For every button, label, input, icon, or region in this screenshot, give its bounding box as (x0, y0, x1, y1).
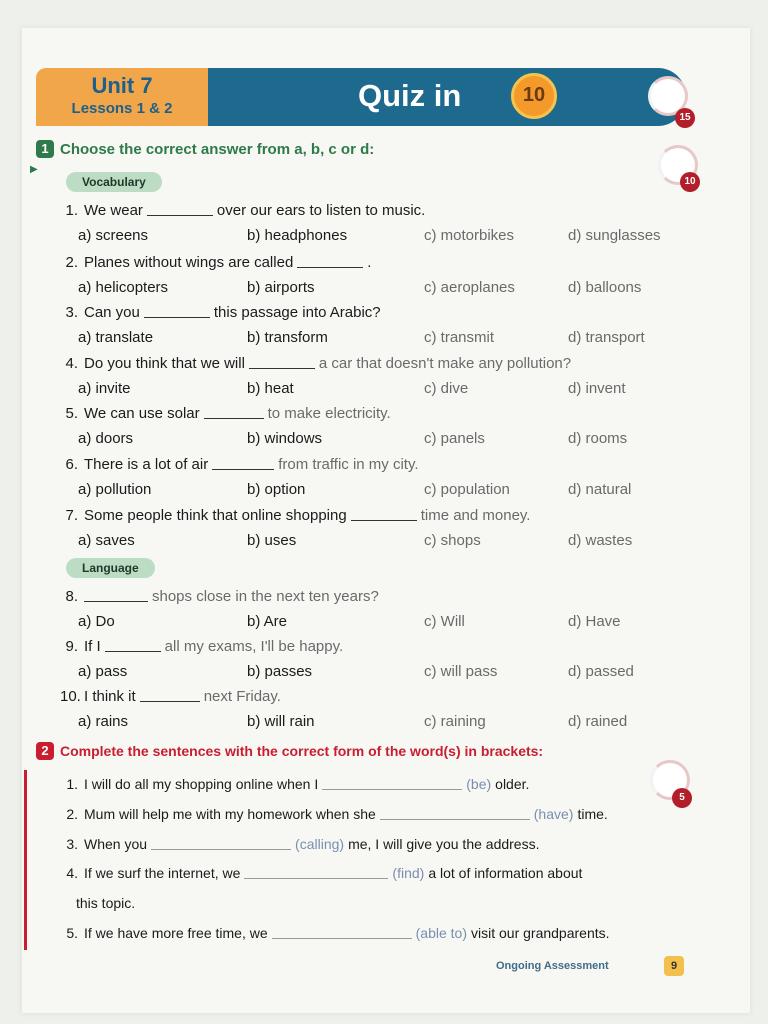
question-8 (60, 588, 379, 605)
question-7 (60, 507, 530, 524)
answer-blank[interactable] (212, 458, 274, 470)
question-text-before: We wear (84, 202, 143, 219)
question-1-option-d[interactable]: d) sunglasses (568, 227, 661, 244)
question-8-option-d[interactable]: d) Have (568, 613, 621, 630)
question-text-after: this passage into Arabic? (213, 304, 381, 321)
question-8-option-c[interactable]: c) Will (424, 613, 465, 630)
item-text-after: visit our grandparents. (471, 925, 610, 941)
question-text-after: over our ears to listen to music. (216, 202, 426, 219)
section2-instruction: Complete the sentences with the correct form of the word(s) in brackets: (60, 743, 544, 759)
question-text-after: a car that doesn't make any pollution? (318, 355, 572, 372)
question-text-before: We can use solar (84, 405, 200, 422)
question-5-option-a[interactable]: a) doors (78, 430, 134, 447)
answer-blank[interactable] (272, 927, 412, 939)
bracket-hint: (able to) (415, 925, 467, 941)
question-text-before: There is a lot of air (84, 456, 209, 473)
question-number: 9. (65, 638, 78, 655)
question-7-option-d[interactable]: d) wastes (568, 532, 633, 549)
completion-item-3 (60, 836, 539, 852)
question-text-before: Some people think that online shopping (84, 507, 347, 524)
question-3 (60, 304, 381, 321)
question-4 (60, 355, 571, 372)
question-10-option-d[interactable]: d) rained (568, 713, 628, 730)
item-text-after: time. (577, 806, 608, 822)
timer-badge-5: 5 (672, 788, 692, 808)
question-7-option-c[interactable]: c) shops (424, 532, 481, 549)
question-5-option-b[interactable]: b) windows (247, 430, 323, 447)
question-4-option-c[interactable]: c) dive (424, 380, 469, 397)
question-text-after: time and money. (420, 507, 531, 524)
question-text-after: to make electricity. (267, 405, 391, 422)
item-text-before: If we surf the internet, we (84, 865, 241, 881)
question-4-option-b[interactable]: b) heat (247, 380, 294, 397)
question-9-option-d[interactable]: d) passed (568, 663, 634, 680)
question-8-option-a[interactable]: a) Do (78, 613, 115, 630)
question-number: 7. (65, 507, 78, 524)
question-9-option-c[interactable]: c) will pass (424, 663, 498, 680)
section1-title (36, 140, 374, 158)
question-7-option-b[interactable]: b) uses (247, 532, 297, 549)
question-5-option-c[interactable]: c) panels (424, 430, 485, 447)
vocabulary-tag: Vocabulary (66, 172, 162, 192)
question-9-option-a[interactable]: a) pass (78, 663, 128, 680)
question-text-before: Planes without wings are called (84, 254, 294, 271)
completion-item-1 (60, 776, 529, 792)
question-text-after: all my exams, I'll be happy. (164, 638, 344, 655)
completion-item-5 (76, 895, 135, 911)
answer-blank[interactable] (105, 640, 161, 652)
question-number: 3. (65, 304, 78, 321)
question-2-option-b[interactable]: b) airports (247, 279, 315, 296)
question-8-option-b[interactable]: b) Are (247, 613, 288, 630)
question-10-option-b[interactable]: b) will rain (247, 713, 315, 730)
footer-label: Ongoing Assessment (496, 960, 609, 972)
question-7-option-a[interactable]: a) saves (78, 532, 135, 549)
question-9 (60, 638, 343, 655)
question-10 (60, 688, 281, 705)
question-2 (60, 254, 371, 271)
question-6-option-d[interactable]: d) natural (568, 481, 632, 498)
bracket-hint: (be) (466, 776, 492, 792)
item-text-after: me, I will give you the address. (348, 836, 540, 852)
answer-blank[interactable] (204, 407, 264, 419)
bracket-hint: (find) (392, 865, 425, 881)
question-3-option-b[interactable]: b) transform (247, 329, 328, 346)
item-number: 3. (66, 836, 78, 852)
quiz-bar (208, 68, 686, 126)
question-number: 5. (65, 405, 78, 422)
question-text-before: If I (84, 638, 101, 655)
section2-margin-rule (24, 770, 27, 950)
question-1-option-b[interactable]: b) headphones (247, 227, 348, 244)
question-number: 10. (60, 688, 81, 705)
marker-arrow-icon: ▶ (30, 164, 38, 175)
lessons-label: Lessons 1 & 2 (71, 100, 173, 117)
question-10-option-c[interactable]: c) raining (424, 713, 486, 730)
answer-blank[interactable] (297, 256, 363, 268)
question-4-option-d[interactable]: d) invent (568, 380, 626, 397)
question-3-option-d[interactable]: d) transport (568, 329, 645, 346)
bracket-hint: (calling) (295, 836, 345, 852)
unit-label: Unit 7 (91, 73, 153, 98)
page-number: 9 (664, 956, 684, 976)
question-1-option-c[interactable]: c) motorbikes (424, 227, 515, 244)
question-10-option-a[interactable]: a) rains (78, 713, 129, 730)
question-2-option-d[interactable]: d) balloons (568, 279, 642, 296)
item-text-after: a lot of information about (428, 865, 583, 881)
question-text-after: . (367, 254, 372, 271)
question-1-option-a[interactable]: a) screens (78, 227, 149, 244)
quiz-title: Quiz in (358, 78, 462, 113)
question-5 (60, 405, 391, 422)
item-text-before: I will do all my shopping online when I (84, 776, 319, 792)
question-2-option-a[interactable]: a) helicopters (78, 279, 169, 296)
answer-blank[interactable] (140, 690, 200, 702)
completion-item-4 (60, 865, 582, 881)
answer-blank[interactable] (249, 357, 315, 369)
section2-title (36, 742, 543, 760)
question-3-option-a[interactable]: a) translate (78, 329, 154, 346)
language-tag: Language (66, 558, 155, 578)
item-number: 4. (66, 865, 78, 881)
unit-box (36, 68, 208, 126)
question-3-option-c[interactable]: c) transmit (424, 329, 495, 346)
section1-instruction: Choose the correct answer from a, b, c or d: (60, 141, 375, 158)
question-text-before: Can you (84, 304, 140, 321)
question-6 (60, 456, 419, 473)
completion-item-6 (60, 925, 610, 941)
answer-blank[interactable] (244, 867, 388, 879)
answer-blank[interactable] (351, 509, 417, 521)
quiz-minutes-badge: 10 (511, 73, 557, 119)
question-text-after: shops close in the next ten years? (152, 588, 379, 605)
question-number: 2. (65, 254, 78, 271)
question-6-option-a[interactable]: a) pollution (78, 481, 152, 498)
section2-number: 2 (36, 742, 54, 760)
completion-item-2 (60, 806, 608, 822)
question-5-option-d[interactable]: d) rooms (568, 430, 628, 447)
bracket-hint: (have) (533, 806, 574, 822)
timer-badge-15: 15 (675, 108, 695, 128)
question-number: 4. (65, 355, 78, 372)
question-6-option-b[interactable]: b) option (247, 481, 306, 498)
item-text-before: If we have more free time, we (84, 925, 268, 941)
question-2-option-c[interactable]: c) aeroplanes (424, 279, 515, 296)
item-number: 1. (66, 776, 78, 792)
answer-blank[interactable] (147, 204, 213, 216)
question-number: 8. (65, 588, 78, 605)
question-4-option-a[interactable]: a) invite (78, 380, 131, 397)
item-number: 2. (66, 806, 78, 822)
question-6-option-c[interactable]: c) population (424, 481, 510, 498)
item-text-after: older. (495, 776, 530, 792)
answer-blank[interactable] (144, 306, 210, 318)
item-text-before: this topic. (76, 895, 136, 911)
question-text-after: from traffic in my city. (278, 456, 419, 473)
answer-blank[interactable] (322, 778, 462, 790)
quiz-header (36, 68, 686, 126)
answer-blank[interactable] (151, 838, 291, 850)
item-text-before: Mum will help me with my homework when she (84, 806, 376, 822)
answer-blank[interactable] (84, 590, 148, 602)
question-text-before: Do you think that we will (84, 355, 245, 372)
timer-badge-10: 10 (680, 172, 700, 192)
section1-number: 1 (36, 140, 54, 158)
question-number: 6. (65, 456, 78, 473)
item-number: 5. (66, 925, 78, 941)
question-1 (60, 202, 425, 219)
question-9-option-b[interactable]: b) passes (247, 663, 313, 680)
item-text-before: When you (84, 836, 148, 852)
answer-blank[interactable] (380, 808, 530, 820)
question-text-before: I think it (84, 688, 136, 705)
question-text-after: next Friday. (203, 688, 281, 705)
question-number: 1. (65, 202, 78, 219)
